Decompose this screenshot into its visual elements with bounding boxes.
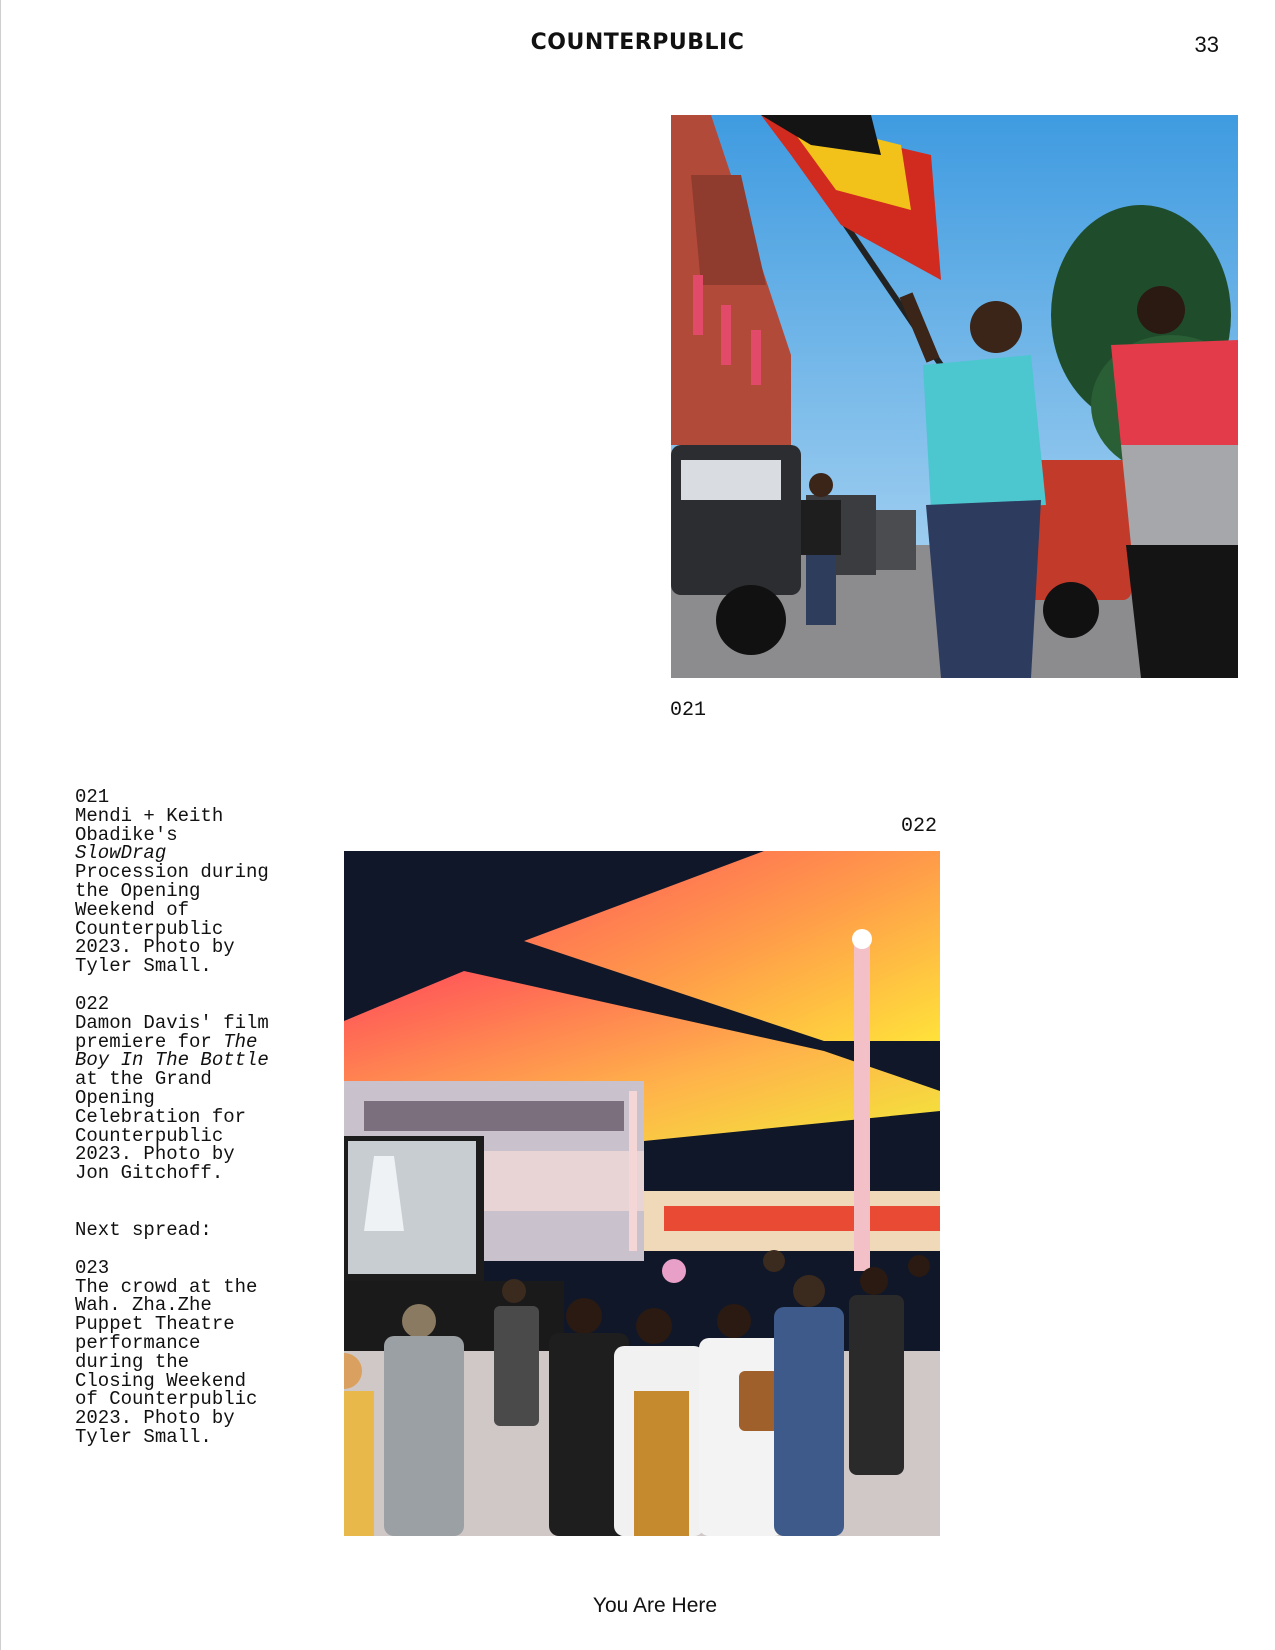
section-footer: You Are Here: [592, 1594, 718, 1617]
caption-text: Mendi + Keith Obadike's SlowDrag Procession during the Opening Weekend of Counterpublic 2023. Photo by Tyler Small.: [75, 804, 269, 978]
caption-column: [75, 788, 275, 1447]
photo-label-022: 022: [901, 815, 938, 838]
masthead-logo: COUNTERPUBLIC: [530, 30, 745, 55]
caption-text: Damon Davis' film premiere for The Boy In The Bottle at the Grand Opening Celebration for Counterpublic 2023. Photo by Jon Gitchoff.: [75, 1011, 269, 1185]
caption-number: 023: [75, 1256, 110, 1279]
page-edge: [0, 0, 1, 1650]
caption-text: The crowd at the Wah. Zha.Zhe Puppet Theatre performance during the Closing Weekend of Counterpublic 2023. Photo by Tyler Small.: [75, 1275, 258, 1448]
caption-number: 022: [75, 992, 110, 1015]
page-number: 33: [1194, 32, 1219, 57]
photo-label-021: 021: [670, 699, 707, 722]
caption-022: [75, 992, 275, 1185]
flag-procession-photo: [671, 115, 1238, 678]
caption-021: [75, 788, 275, 976]
next-spread-label: Next spread:: [75, 1218, 212, 1241]
caption-number: 021: [75, 786, 110, 808]
film-premiere-crowd-photo: [344, 851, 940, 1536]
caption-023: [75, 1256, 275, 1448]
